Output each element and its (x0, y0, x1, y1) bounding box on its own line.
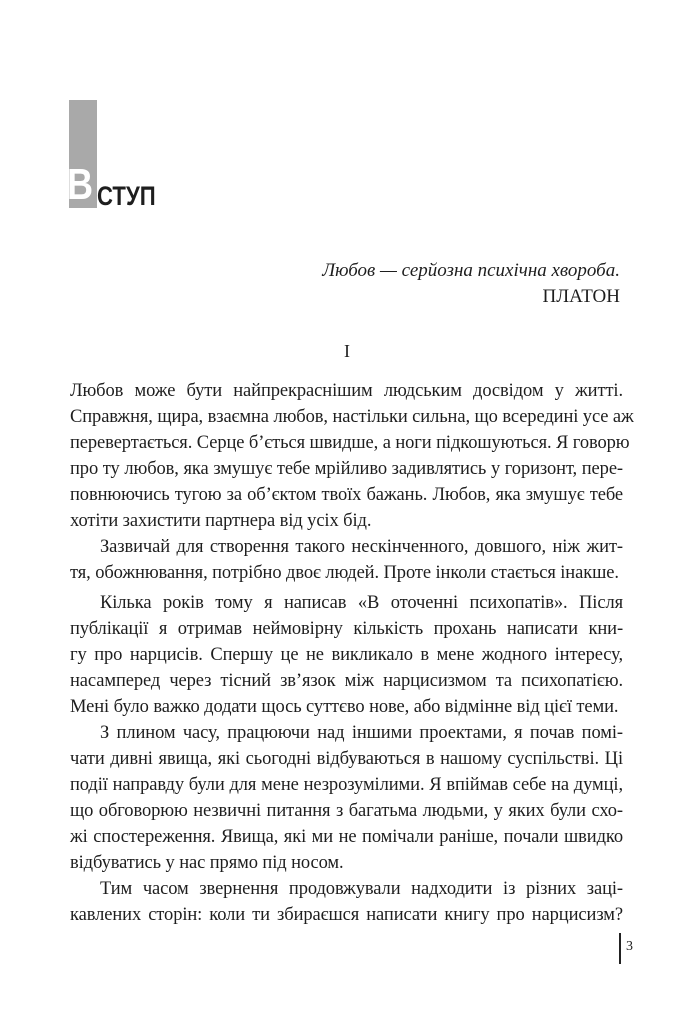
text-line: хотіти захистити партнера від усіх бід. (70, 511, 372, 531)
text-line: публікації я отримав неймовірну кількість прохань написати кни- (70, 619, 623, 639)
epigraph-quote: Любов — серйозна психічна хвороба. (322, 260, 620, 281)
text-line: Мені було важко додати щось суттєво нове, або відмінне від цієї теми. (70, 697, 619, 717)
text-line: відбуватись у нас прямо під носом. (70, 853, 344, 873)
page-number-rule (619, 933, 621, 964)
body-text-block (70, 378, 634, 586)
text-line: чати дивні явища, які сьогодні відбуваються в нашому суспільстві. Ці (70, 749, 623, 769)
chapter-title: СТУП (97, 181, 156, 211)
epigraph (220, 258, 620, 310)
text-line: про ту любов, яка змушує тебе мрійливо задивлятись у горизонт, пере- (70, 459, 623, 479)
section-number: I (344, 341, 350, 361)
text-line: насамперед через тісний зв’язок між нарцисизмом та психопатією. (70, 671, 623, 691)
text-line: кавлених сторін: коли ти збираєшся написати книгу про нарцисизм? (70, 905, 623, 925)
text-line: що обговорюю незвичні питання з багатьма людьми, у яких були схо- (70, 801, 623, 821)
text-line: жі спостереження. Явища, які ми не помічали раніше, почали швидко (70, 827, 623, 847)
text-line: Любов може бути найпрекраснішим людським досвідом у житті. (70, 381, 623, 401)
page-number: 3 (626, 939, 633, 954)
body-text-block (70, 590, 623, 928)
text-line: події направду були для мене незрозумілими. Я впіймав себе на думці, (70, 775, 623, 795)
epigraph-author: ПЛАТОН (542, 286, 620, 307)
chapter-title-initial: В (67, 160, 94, 209)
text-line: З плином часу, працюючи над іншими проектами, я почав помі- (100, 723, 623, 743)
text-line: гу про нарцисів. Спершу це не викликало в мене жодного інтересу, (70, 645, 623, 665)
text-line: повнюючись тугою за об’єктом твоїх бажань. Любов, яка змушує тебе (70, 485, 623, 505)
text-line: Тим часом звернення продовжували надходити із різних заці- (100, 879, 623, 899)
text-line: Справжня, щира, взаємна любов, настільки сильна, що всередині усе аж (70, 407, 634, 427)
text-line: Кілька років тому я написав «В оточенні психопатів». Після (100, 593, 623, 613)
text-line: перевертається. Серце б’ється швидше, а ноги підкошуються. Я говорю (70, 433, 630, 453)
text-line: тя, обожнювання, потрібно двоє людей. Проте інколи стається інакше. (70, 563, 619, 583)
text-line: Зазвичай для створення такого нескінченного, довшого, ніж жит- (100, 537, 623, 557)
